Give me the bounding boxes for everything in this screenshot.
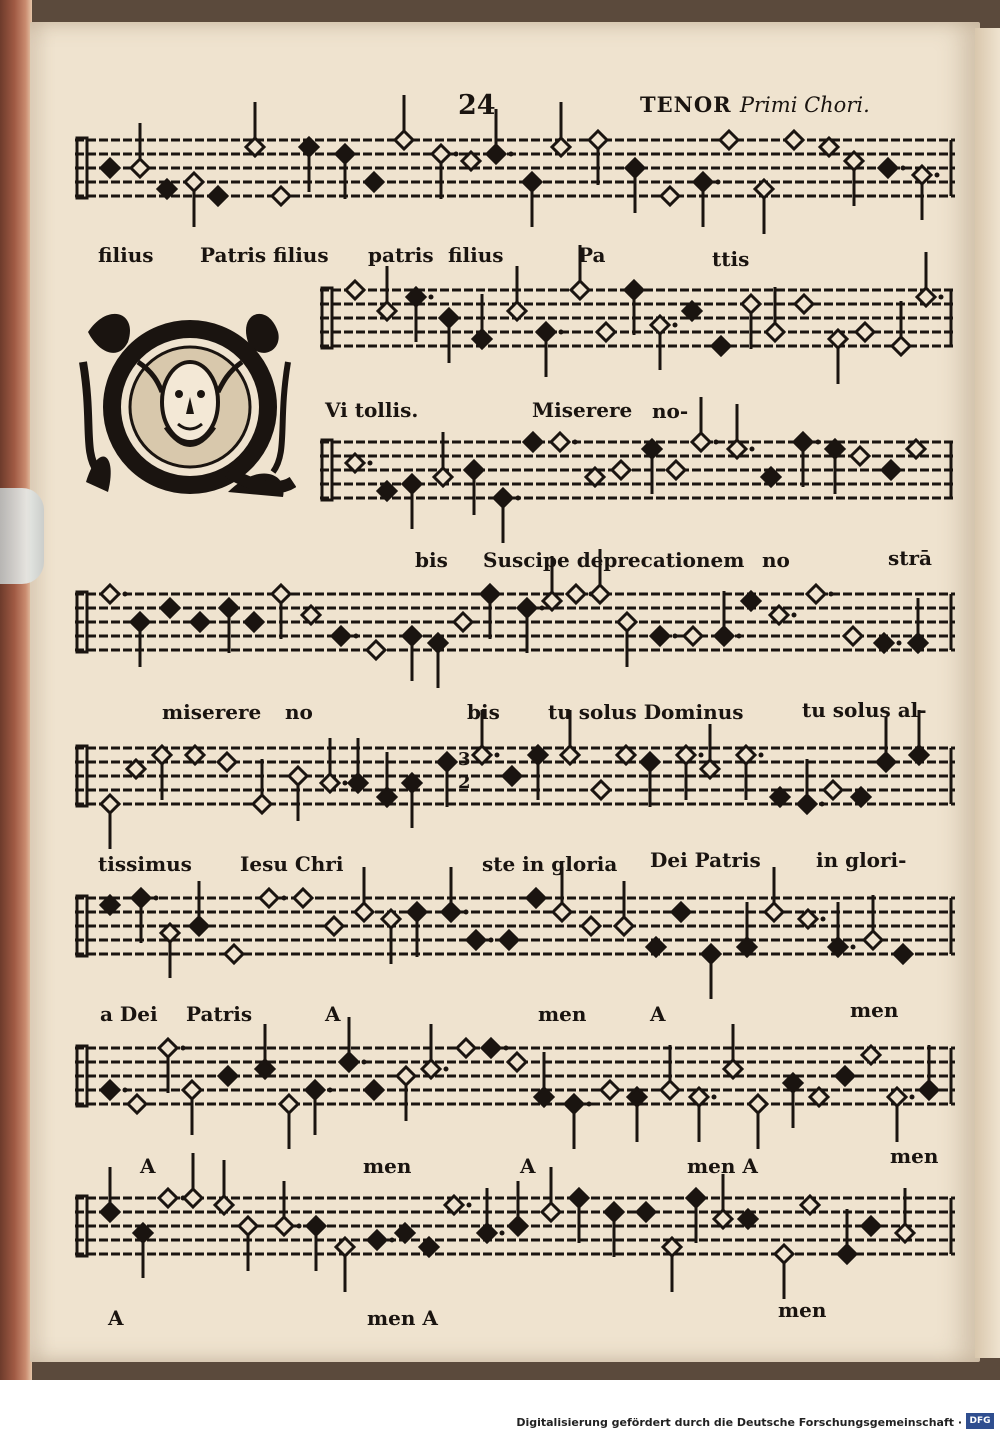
note-icon <box>432 145 450 163</box>
note-icon <box>508 1053 526 1071</box>
note-icon <box>702 945 720 963</box>
note-icon <box>487 145 505 163</box>
note-icon <box>128 1095 146 1113</box>
note-icon <box>101 795 119 813</box>
note-icon <box>465 461 483 479</box>
footer-credit: Digitalisierung gefördert durch die Deutsche Forschungsgemeinschaft · <box>516 1416 962 1429</box>
note-icon <box>518 599 536 617</box>
note-icon <box>481 585 499 603</box>
note-icon <box>367 641 385 659</box>
note-icon <box>775 1245 793 1263</box>
note-icon <box>307 1217 325 1235</box>
note-icon <box>220 599 238 617</box>
note-icon <box>440 309 458 327</box>
note-icon <box>836 1067 854 1085</box>
note-icon <box>765 903 783 921</box>
note-icon <box>159 1039 177 1057</box>
lyric-7-3: A <box>520 1154 536 1178</box>
note-icon <box>527 889 545 907</box>
lyric-3-4: strā <box>888 546 932 570</box>
note-icon <box>280 1095 298 1113</box>
note-icon <box>651 627 669 645</box>
note-icon <box>523 173 541 191</box>
note-icon <box>482 1039 500 1057</box>
time-signature-numerator: 3 <box>458 749 471 770</box>
note-icon <box>625 281 643 299</box>
note-icon <box>382 910 400 928</box>
note-icon <box>403 475 421 493</box>
lyric-6-3: A <box>325 1002 341 1026</box>
note-icon <box>183 1081 201 1099</box>
lyric-6-2: Patris <box>186 1002 253 1026</box>
note-icon <box>294 889 312 907</box>
lyric-6-5: A <box>650 1002 666 1026</box>
note-icon <box>101 1203 119 1221</box>
note-icon <box>289 767 307 785</box>
lyric-1-3: patris <box>368 243 434 267</box>
note-icon <box>877 753 895 771</box>
note-icon <box>336 145 354 163</box>
note-icon <box>755 180 773 198</box>
note-icon <box>882 461 900 479</box>
note-icon <box>395 131 413 149</box>
note-icon <box>637 1203 655 1221</box>
note-icon <box>184 1189 202 1207</box>
lyric-8-1: A <box>108 1306 124 1330</box>
staff-1 <box>75 95 955 234</box>
lyric-2-3: no- <box>652 399 689 423</box>
note-icon <box>500 931 518 949</box>
note-icon <box>597 323 615 341</box>
note-icon <box>694 173 712 191</box>
note-icon <box>161 599 179 617</box>
staff-8 <box>75 1153 955 1299</box>
note-icon <box>565 1095 583 1113</box>
page-number: 24 <box>458 90 496 121</box>
note-icon <box>742 295 760 313</box>
note-icon <box>651 316 669 334</box>
note-icon <box>551 433 569 451</box>
lyric-8-2: men A <box>367 1306 438 1330</box>
note-icon <box>365 1081 383 1099</box>
note-icon <box>225 945 243 963</box>
note-icon <box>720 131 738 149</box>
note-icon <box>542 1203 560 1221</box>
note-icon <box>589 131 607 149</box>
lyric-4-1: miserere <box>162 700 262 724</box>
note-icon <box>838 1245 856 1263</box>
note-icon <box>785 131 803 149</box>
note-icon <box>508 302 526 320</box>
lyric-5-1: tissimus <box>98 852 192 876</box>
note-icon <box>503 767 521 785</box>
note-icon <box>101 159 119 177</box>
note-icon <box>641 753 659 771</box>
dfg-logo-icon: DFG <box>966 1413 994 1429</box>
lyric-3-2: Suscipe deprecationem <box>483 548 745 572</box>
note-icon <box>438 753 456 771</box>
lyric-3-3: no <box>762 548 790 572</box>
note-icon <box>687 1189 705 1207</box>
note-icon <box>795 295 813 313</box>
lyric-2-2: Miserere <box>532 398 633 422</box>
note-icon <box>570 1189 588 1207</box>
note-icon <box>601 1081 619 1099</box>
note-icon <box>692 433 710 451</box>
lyric-7-2: men <box>363 1154 412 1178</box>
note-icon <box>478 1224 496 1242</box>
note-icon <box>612 461 630 479</box>
staff-5 <box>75 710 955 849</box>
lyric-7-5: men <box>890 1144 939 1168</box>
note-icon <box>844 627 862 645</box>
staff-7 <box>75 1017 955 1149</box>
running-title-rest: Primi Chori. <box>739 93 870 117</box>
note-icon <box>749 1095 767 1113</box>
note-icon <box>661 1081 679 1099</box>
note-icon <box>712 337 730 355</box>
note-icon <box>239 1217 257 1235</box>
note-icon <box>131 613 149 631</box>
note-icon <box>864 931 882 949</box>
note-icon <box>253 795 271 813</box>
note-icon <box>355 903 373 921</box>
note-icon <box>684 627 702 645</box>
note-icon <box>190 917 208 935</box>
lyric-6-4: men <box>538 1002 587 1026</box>
note-icon <box>626 159 644 177</box>
lyric-7-4: men A <box>687 1154 758 1178</box>
note-icon <box>365 173 383 191</box>
note-icon <box>245 613 263 631</box>
note-icon <box>571 281 589 299</box>
note-icon <box>467 931 485 949</box>
note-icon <box>851 447 869 465</box>
note-icon <box>219 1067 237 1085</box>
note-icon <box>403 627 421 645</box>
lyric-1-6: ttis <box>712 247 750 271</box>
note-icon <box>346 281 364 299</box>
lyric-4-4: tu solus Dominus <box>548 700 744 724</box>
note-icon <box>272 187 290 205</box>
note-icon <box>442 903 460 921</box>
note-icon <box>672 903 690 921</box>
note-icon <box>605 1203 623 1221</box>
note-icon <box>159 1189 177 1207</box>
note-icon <box>509 1217 527 1235</box>
note-icon <box>101 585 119 603</box>
note-icon <box>667 461 685 479</box>
note-icon <box>862 1217 880 1235</box>
note-icon <box>215 1196 233 1214</box>
note-icon <box>807 585 825 603</box>
note-icon <box>131 159 149 177</box>
note-icon <box>615 917 633 935</box>
note-icon <box>553 903 571 921</box>
lyric-4-2: no <box>285 700 313 724</box>
note-icon <box>856 323 874 341</box>
note-icon <box>618 613 636 631</box>
note-icon <box>332 627 350 645</box>
note-icon <box>875 634 893 652</box>
note-icon <box>494 489 512 507</box>
note-icon <box>209 187 227 205</box>
note-icon <box>218 753 236 771</box>
note-icon <box>306 1081 324 1099</box>
note-icon <box>454 613 472 631</box>
note-icon <box>647 938 665 956</box>
note-icon <box>591 585 609 603</box>
note-icon <box>862 1046 880 1064</box>
lyric-4-5: tu solus al- <box>802 698 927 722</box>
note-icon <box>101 1081 119 1099</box>
note-icon <box>742 592 760 610</box>
staff-6 <box>75 867 955 999</box>
note-icon <box>879 159 897 177</box>
lyric-2-1: Vi tollis. <box>325 398 419 422</box>
note-icon <box>715 627 733 645</box>
note-icon <box>661 187 679 205</box>
note-icon <box>397 1067 415 1085</box>
note-icon <box>340 1053 358 1071</box>
note-icon <box>185 173 203 191</box>
note-icon <box>368 1231 386 1249</box>
lyric-3-1: bis <box>415 548 448 572</box>
note-icon <box>537 323 555 341</box>
note-icon <box>567 585 585 603</box>
note-icon <box>408 903 426 921</box>
lyric-1-5: Pa <box>578 243 606 267</box>
note-icon <box>910 746 928 764</box>
lyric-6-6: men <box>850 998 899 1022</box>
lyric-1-4: filius <box>448 243 504 267</box>
note-icon <box>592 781 610 799</box>
lyric-5-4: Dei Patris <box>650 848 761 872</box>
lyric-8-3: men <box>778 1298 827 1322</box>
note-icon <box>272 585 290 603</box>
lyric-6-1: a Dei <box>100 1002 158 1026</box>
note-icon <box>766 323 784 341</box>
note-icon <box>457 1039 475 1057</box>
note-icon <box>798 795 816 813</box>
note-icon <box>794 433 812 451</box>
lyric-1-1: filius <box>98 243 154 267</box>
note-icon <box>824 781 842 799</box>
lyric-5-3: ste in gloria <box>482 852 618 876</box>
note-icon <box>325 917 343 935</box>
note-icon <box>132 889 150 907</box>
note-icon <box>260 889 278 907</box>
lyric-4-3: bis <box>467 700 500 724</box>
note-icon <box>920 1081 938 1099</box>
lyric-5-5: in glori- <box>816 848 907 872</box>
note-icon <box>275 1217 293 1235</box>
lyric-5-2: Iesu Chri <box>240 852 344 876</box>
note-icon <box>894 945 912 963</box>
time-signature-denominator: 2 <box>458 772 471 793</box>
note-icon <box>582 917 600 935</box>
running-title-caps: TENOR <box>640 92 732 117</box>
lyric-7-1: A <box>140 1154 156 1178</box>
note-icon <box>892 337 910 355</box>
note-icon <box>191 613 209 631</box>
lyric-1-2: Patris filius <box>200 243 329 267</box>
note-icon <box>524 433 542 451</box>
